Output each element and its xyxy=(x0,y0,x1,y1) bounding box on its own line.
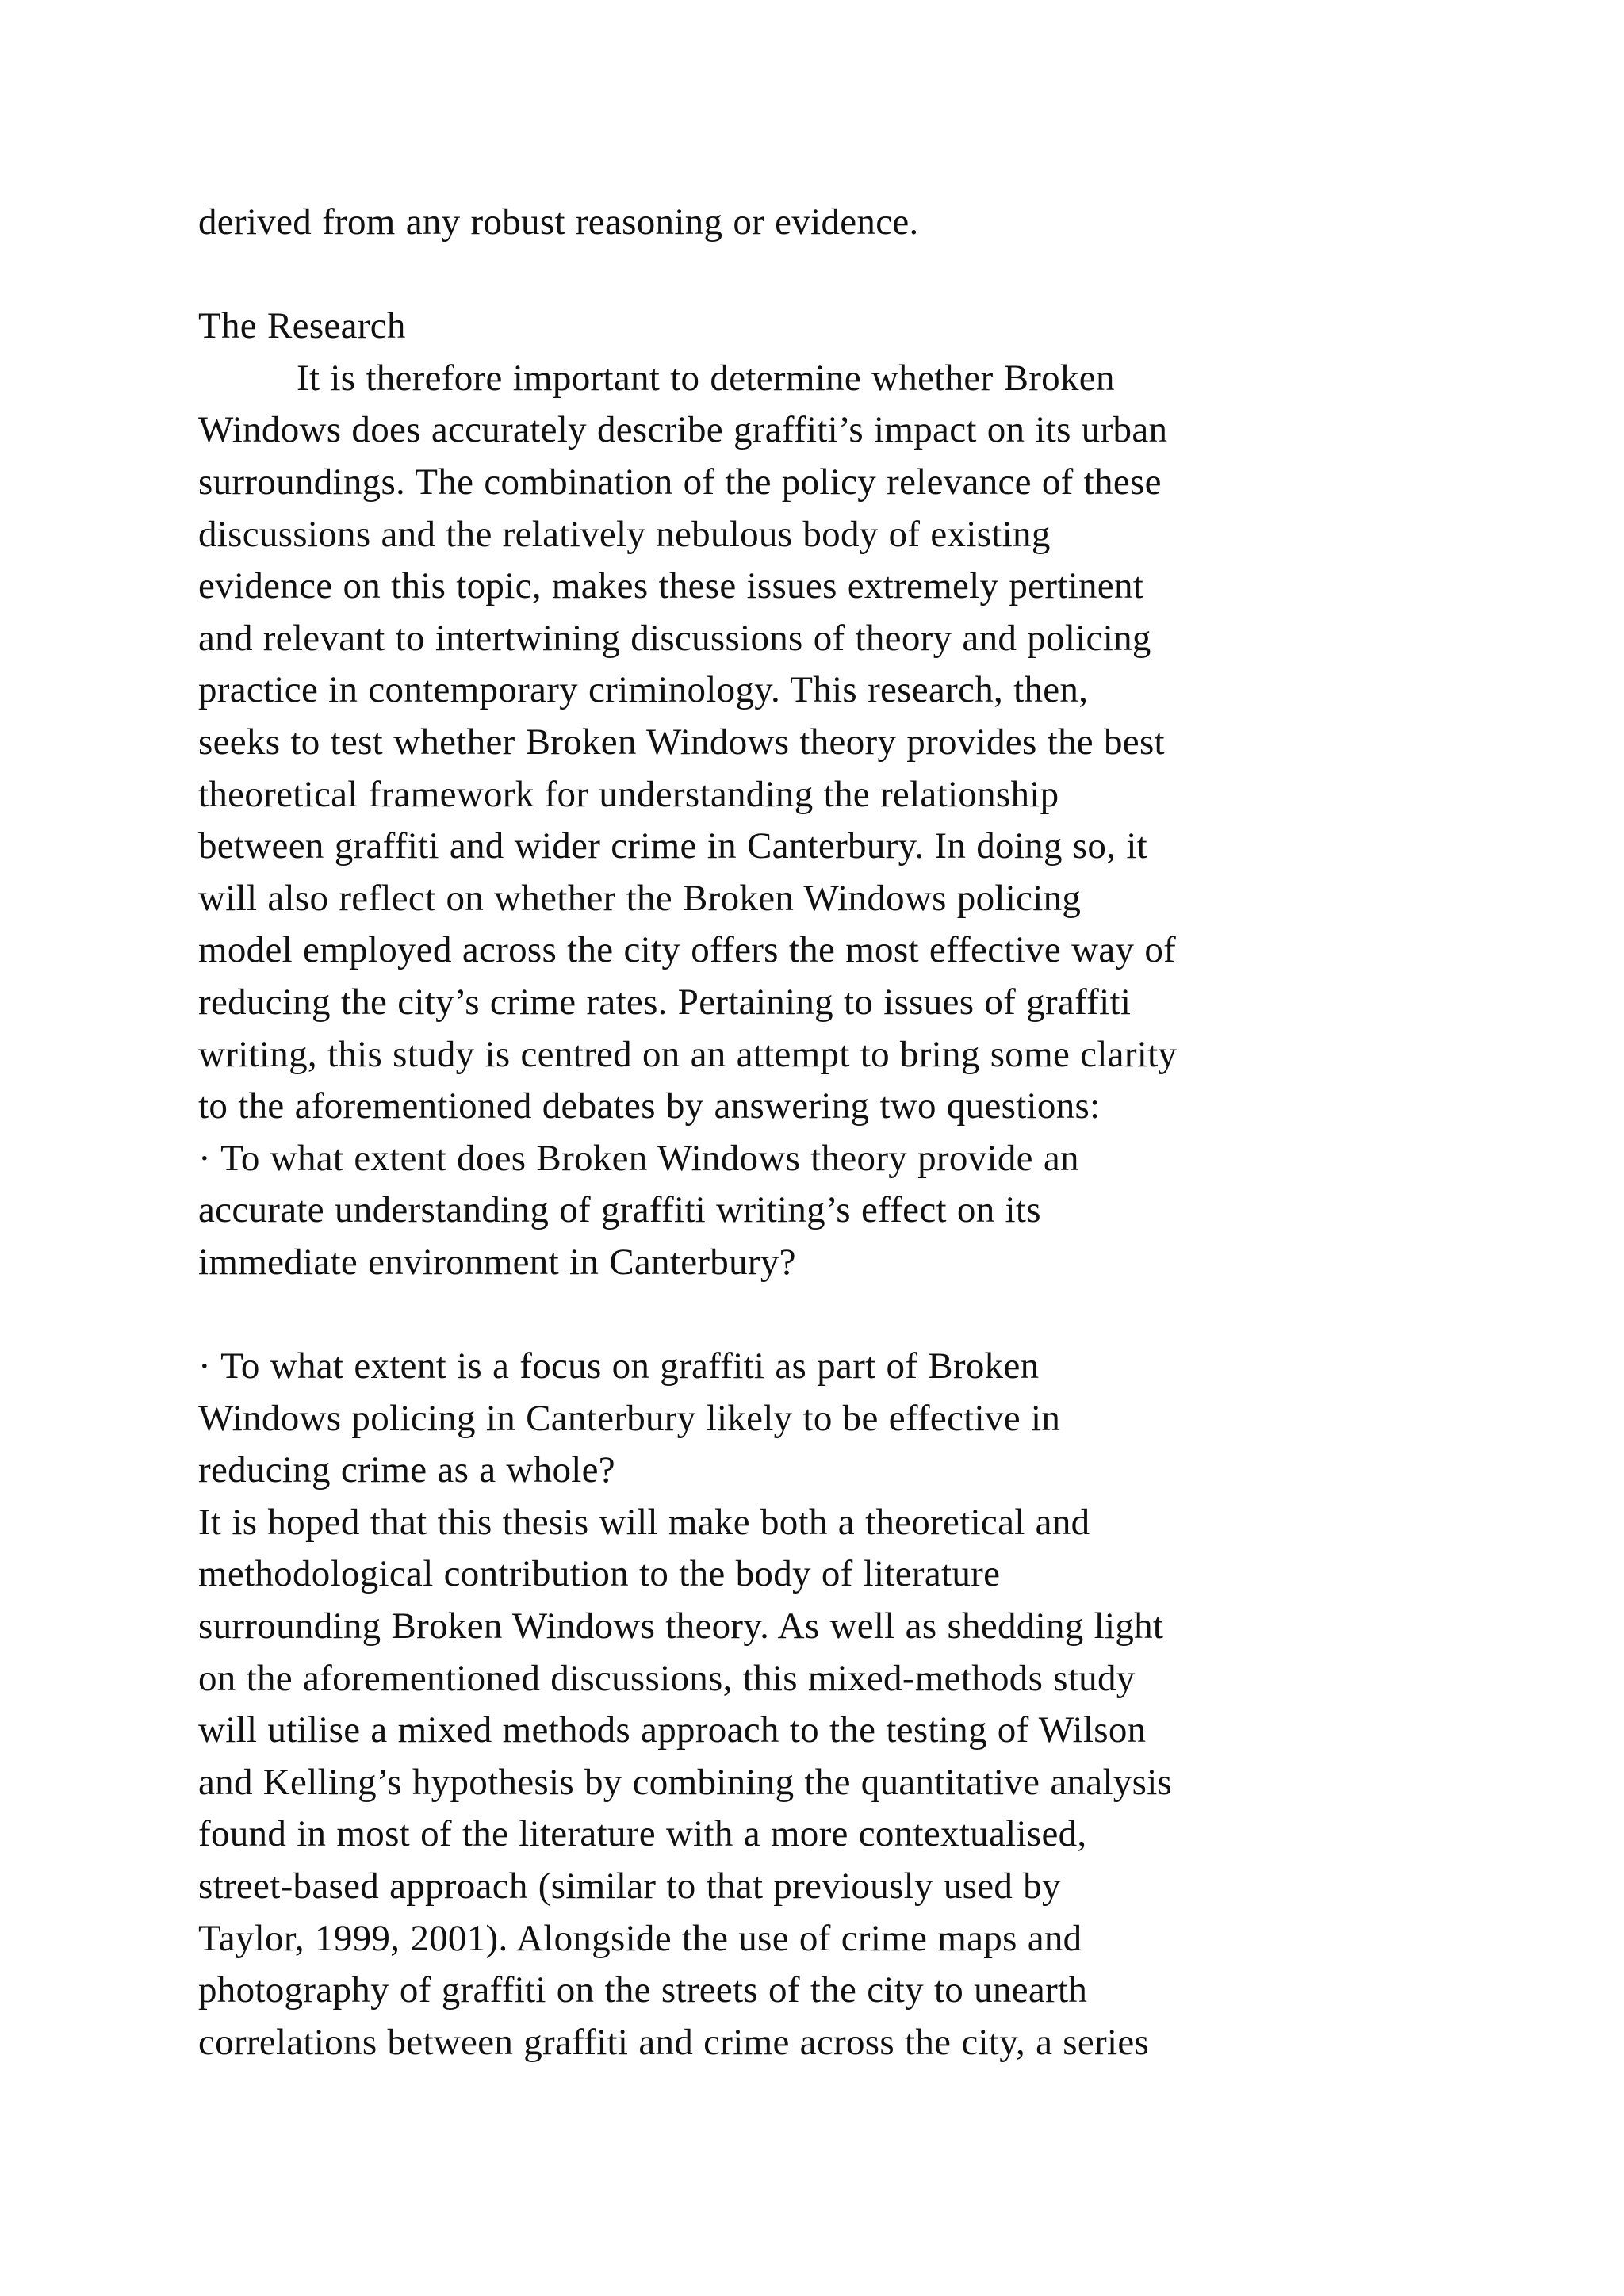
body-line: will utilise a mixed methods approach to the testing of Wilson xyxy=(198,1709,1147,1751)
body-line: evidence on this topic, makes these issues extremely pertinent xyxy=(198,565,1144,607)
section-heading: The Research xyxy=(198,305,406,347)
bullet-item-line: accurate understanding of graffiti writing’s effect on its xyxy=(198,1189,1041,1231)
body-line: practice in contemporary criminology. This research, then, xyxy=(198,669,1089,711)
bullet-item-line: immediate environment in Canterbury? xyxy=(198,1241,796,1283)
body-line: will also reflect on whether the Broken Windows policing xyxy=(198,877,1082,919)
body-line: reducing the city’s crime rates. Pertaining to issues of graffiti xyxy=(198,981,1132,1023)
body-line: writing, this study is centred on an attempt to bring some clarity xyxy=(198,1033,1178,1075)
body-line: correlations between graffiti and crime across the city, a series xyxy=(198,2021,1150,2063)
body-line: seeks to test whether Broken Windows theory provides the best xyxy=(198,721,1165,763)
body-line: Windows does accurately describe graffiti’s impact on its urban xyxy=(198,409,1168,451)
body-line: found in most of the literature with a more contextualised, xyxy=(198,1813,1087,1855)
body-line: street-based approach (similar to that previously used by xyxy=(198,1866,1061,1907)
body-line: and relevant to intertwining discussions of theory and policing xyxy=(198,617,1151,659)
body-line: theoretical framework for understanding the relationship xyxy=(198,773,1059,815)
body-line: photography of graffiti on the streets of the city to unearth xyxy=(198,1969,1088,2011)
bullet-item-line: Windows policing in Canterbury likely to be effective in xyxy=(198,1397,1061,1439)
body-line: Taylor, 1999, 2001). Alongside the use of crime maps and xyxy=(198,1917,1082,1959)
bullet-item-line: reducing crime as a whole? xyxy=(198,1449,615,1491)
blank-line xyxy=(198,1288,1467,1341)
body-line: on the aforementioned discussions, this mixed-methods study xyxy=(198,1657,1136,1699)
body-line: discussions and the relatively nebulous body of existing xyxy=(198,513,1051,555)
body-line: derived from any robust reasoning or evidence. xyxy=(198,201,919,243)
paragraph-first-line: It is therefore important to determine whether Broken xyxy=(297,357,1115,399)
body-line: model employed across the city offers the most effective way of xyxy=(198,929,1177,971)
body-line: surroundings. The combination of the policy relevance of these xyxy=(198,461,1162,503)
body-line: to the aforementioned debates by answering two questions: xyxy=(198,1085,1101,1127)
body-line: between graffiti and wider crime in Canterbury. In doing so, it xyxy=(198,825,1148,867)
body-line: methodological contribution to the body of literature xyxy=(198,1553,1001,1595)
bullet-item-line: · To what extent is a focus on graffiti as part of Broken xyxy=(198,1345,1040,1387)
body-line: and Kelling’s hypothesis by combining the quantitative analysis xyxy=(198,1761,1173,1803)
body-line: It is hoped that this thesis will make both a theoretical and xyxy=(198,1501,1090,1543)
body-line: surrounding Broken Windows theory. As well as shedding light xyxy=(198,1605,1164,1647)
document-body xyxy=(198,197,1467,2068)
blank-line xyxy=(198,249,1467,301)
bullet-item-line: · To what extent does Broken Windows theory provide an xyxy=(198,1137,1079,1179)
